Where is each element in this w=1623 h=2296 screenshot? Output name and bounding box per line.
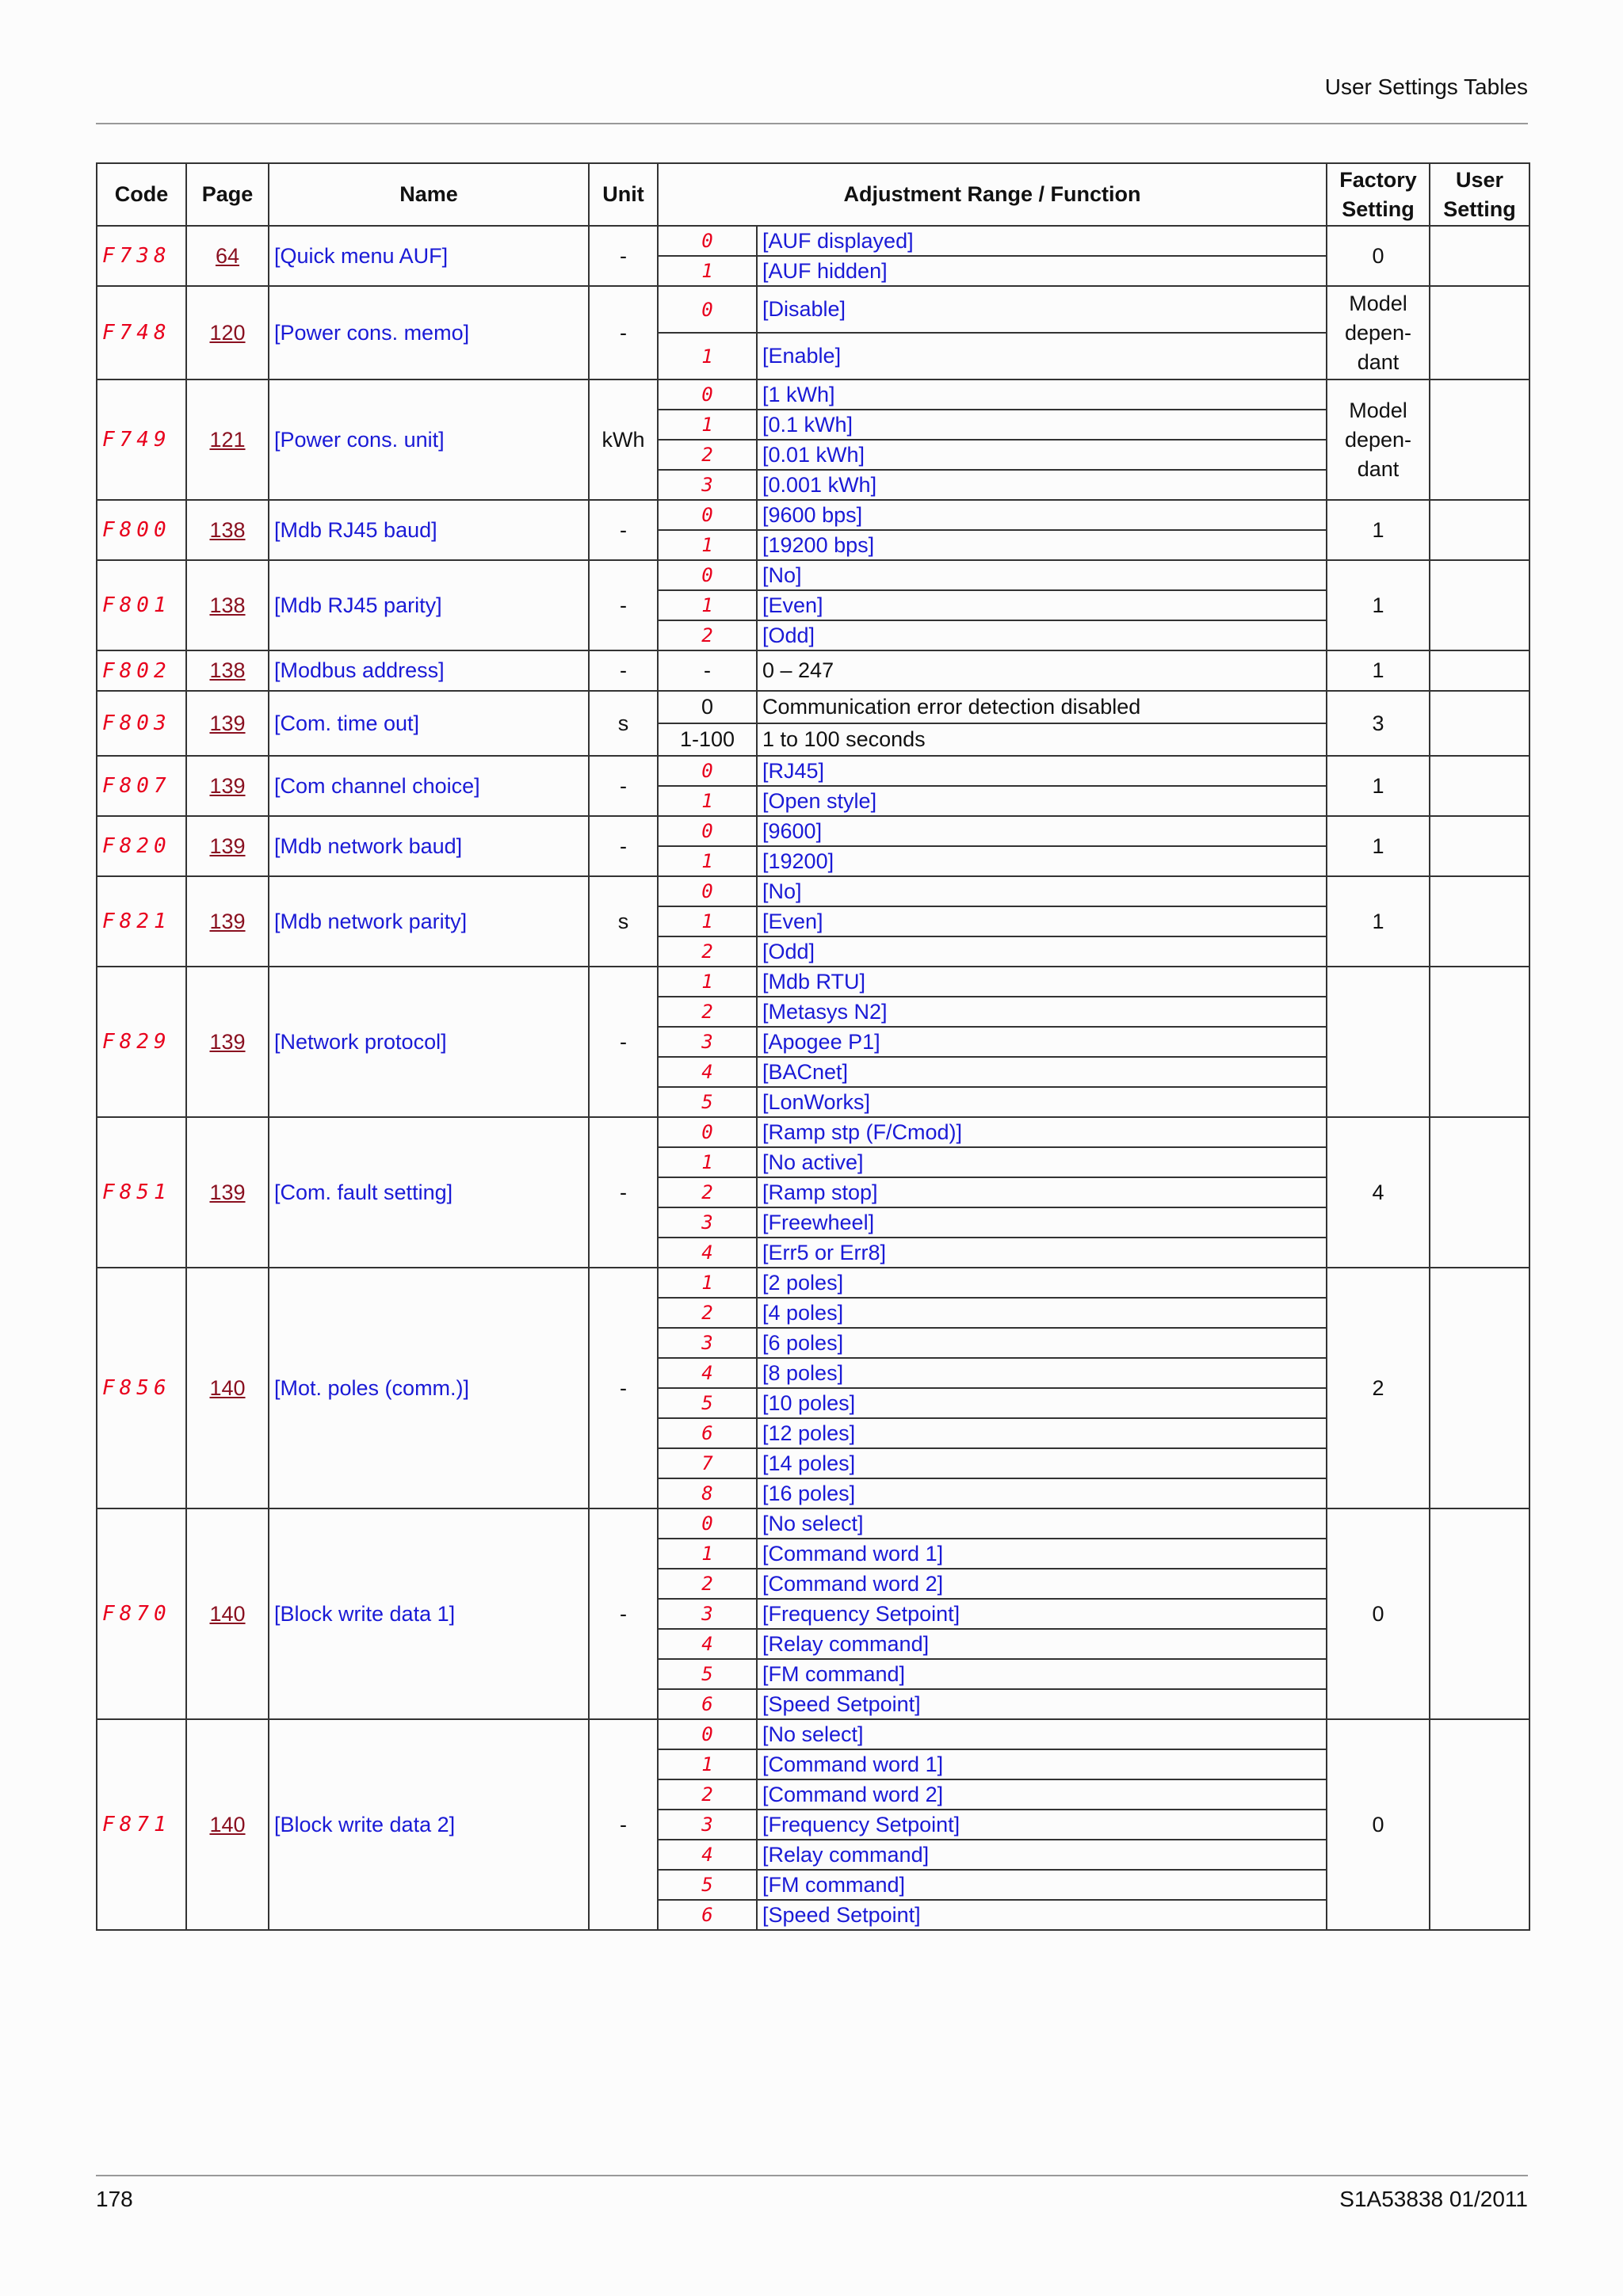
- page-link[interactable]: 139: [186, 967, 269, 1117]
- option-value: 2: [658, 997, 757, 1027]
- option-value: 0: [658, 1117, 757, 1147]
- param-name: [Mot. poles (comm.)]: [269, 1268, 589, 1508]
- page-link[interactable]: 120: [186, 286, 269, 379]
- option-value: 1: [658, 786, 757, 816]
- option-value: 0: [658, 1719, 757, 1749]
- option-value: 1: [658, 846, 757, 876]
- table-body: [97, 226, 1529, 1930]
- option-value: -: [658, 650, 757, 691]
- page-link[interactable]: 139: [186, 756, 269, 816]
- option-label: [6 poles]: [757, 1328, 1327, 1358]
- table-row: [97, 286, 1529, 333]
- factory-setting: [1327, 967, 1430, 1117]
- param-code: F871: [97, 1719, 186, 1930]
- option-value: 0: [658, 500, 757, 530]
- settings-table: [96, 162, 1530, 1931]
- param-name: [Power cons. unit]: [269, 379, 589, 500]
- option-label: [Open style]: [757, 786, 1327, 816]
- option-label: [FM command]: [757, 1870, 1327, 1900]
- param-code: F749: [97, 379, 186, 500]
- param-name: [Com. fault setting]: [269, 1117, 589, 1268]
- page-header-title: User Settings Tables: [1324, 74, 1528, 99]
- option-label: [No select]: [757, 1508, 1327, 1539]
- option-label: 0 – 247: [757, 650, 1327, 691]
- param-code: F870: [97, 1508, 186, 1719]
- user-setting: [1430, 500, 1529, 560]
- option-label: [Odd]: [757, 620, 1327, 650]
- factory-setting: 1: [1327, 876, 1430, 967]
- factory-setting: 3: [1327, 691, 1430, 756]
- param-name: [Modbus address]: [269, 650, 589, 691]
- param-unit: -: [589, 967, 658, 1117]
- option-value: 0: [658, 1508, 757, 1539]
- factory-setting: 4: [1327, 1117, 1430, 1268]
- user-setting: [1430, 560, 1529, 650]
- option-value: 0: [658, 876, 757, 906]
- user-setting: [1430, 1719, 1529, 1930]
- param-unit: -: [589, 756, 658, 816]
- param-unit: -: [589, 1508, 658, 1719]
- table-row: [97, 756, 1529, 786]
- option-label: [BACnet]: [757, 1057, 1327, 1087]
- option-label: [Command word 1]: [757, 1749, 1327, 1779]
- option-label: [FM command]: [757, 1659, 1327, 1689]
- option-label: [16 poles]: [757, 1478, 1327, 1508]
- option-label: [Command word 2]: [757, 1569, 1327, 1599]
- page-link[interactable]: 140: [186, 1719, 269, 1930]
- param-code: F748: [97, 286, 186, 379]
- user-setting: [1430, 1117, 1529, 1268]
- option-label: [19200 bps]: [757, 530, 1327, 560]
- option-value: 1: [658, 410, 757, 440]
- option-value: 4: [658, 1238, 757, 1268]
- option-value: 4: [658, 1057, 757, 1087]
- param-name: [Quick menu AUF]: [269, 226, 589, 286]
- option-value: 1: [658, 906, 757, 936]
- param-code: F803: [97, 691, 186, 756]
- table-row: [97, 1268, 1529, 1298]
- header-adjustment-range: Adjustment Range / Function: [658, 163, 1327, 226]
- param-code: F802: [97, 650, 186, 691]
- factory-setting: 2: [1327, 1268, 1430, 1508]
- option-label: [AUF displayed]: [757, 226, 1327, 256]
- option-label: [Ramp stp (F/Cmod)]: [757, 1117, 1327, 1147]
- table-row: [97, 1508, 1529, 1539]
- option-value: 5: [658, 1870, 757, 1900]
- option-label: [Err5 or Err8]: [757, 1238, 1327, 1268]
- table-row: [97, 226, 1529, 256]
- user-setting: [1430, 876, 1529, 967]
- page-link[interactable]: 139: [186, 816, 269, 876]
- param-code: F820: [97, 816, 186, 876]
- table-row: [97, 650, 1529, 691]
- param-unit: -: [589, 500, 658, 560]
- option-value: 1: [658, 1749, 757, 1779]
- option-value: 7: [658, 1448, 757, 1478]
- option-value: 1: [658, 1147, 757, 1177]
- param-code: F829: [97, 967, 186, 1117]
- option-value: 3: [658, 1328, 757, 1358]
- option-label: [Speed Setpoint]: [757, 1689, 1327, 1719]
- table-header-row: [97, 163, 1529, 226]
- table-row: [97, 876, 1529, 906]
- option-label: [Disable]: [757, 286, 1327, 333]
- option-value: 1: [658, 1268, 757, 1298]
- table-row: [97, 816, 1529, 846]
- param-unit: -: [589, 226, 658, 286]
- option-value: 1: [658, 590, 757, 620]
- table-row: [97, 967, 1529, 997]
- option-label: [9600 bps]: [757, 500, 1327, 530]
- option-label: [0.01 kWh]: [757, 440, 1327, 470]
- option-value: 0: [658, 560, 757, 590]
- option-label: [0.001 kWh]: [757, 470, 1327, 500]
- option-label: [Even]: [757, 906, 1327, 936]
- option-value: 2: [658, 440, 757, 470]
- factory-setting: 1: [1327, 756, 1430, 816]
- option-label: [Frequency Setpoint]: [757, 1810, 1327, 1840]
- option-value: 5: [658, 1087, 757, 1117]
- option-value: 1: [658, 967, 757, 997]
- param-unit: -: [589, 1719, 658, 1930]
- page-link[interactable]: 139: [186, 876, 269, 967]
- user-setting: [1430, 816, 1529, 876]
- page-link[interactable]: 64: [186, 226, 269, 286]
- option-label: [Relay command]: [757, 1629, 1327, 1659]
- option-value: 1-100: [658, 723, 757, 756]
- option-value: 2: [658, 1298, 757, 1328]
- factory-setting: 0: [1327, 1719, 1430, 1930]
- option-value: 3: [658, 1599, 757, 1629]
- option-value: 8: [658, 1478, 757, 1508]
- page-link[interactable]: 138: [186, 500, 269, 560]
- option-value: 2: [658, 1569, 757, 1599]
- param-unit: -: [589, 816, 658, 876]
- option-value: 2: [658, 936, 757, 967]
- user-setting: [1430, 691, 1529, 756]
- page-link[interactable]: 138: [186, 560, 269, 650]
- param-name: [Network protocol]: [269, 967, 589, 1117]
- page-number: 178: [96, 2187, 133, 2211]
- factory-setting: 0: [1327, 226, 1430, 286]
- option-value: 3: [658, 470, 757, 500]
- option-value: 2: [658, 620, 757, 650]
- option-label: [Command word 2]: [757, 1779, 1327, 1810]
- user-setting: [1430, 756, 1529, 816]
- option-value: 6: [658, 1900, 757, 1930]
- table-row: [97, 691, 1529, 723]
- option-label: 1 to 100 seconds: [757, 723, 1327, 756]
- option-label: [AUF hidden]: [757, 256, 1327, 286]
- param-name: [Mdb network parity]: [269, 876, 589, 967]
- option-label: [Odd]: [757, 936, 1327, 967]
- option-label: [Command word 1]: [757, 1539, 1327, 1569]
- header-factory-setting: Factory Setting: [1327, 163, 1430, 226]
- option-value: 2: [658, 1177, 757, 1207]
- param-code: F807: [97, 756, 186, 816]
- page-link[interactable]: 138: [186, 650, 269, 691]
- header-name: Name: [269, 163, 589, 226]
- param-code: F821: [97, 876, 186, 967]
- param-name: [Com channel choice]: [269, 756, 589, 816]
- param-unit: -: [589, 650, 658, 691]
- footer-divider: [96, 2175, 1528, 2176]
- option-label: [Apogee P1]: [757, 1027, 1327, 1057]
- option-value: 3: [658, 1810, 757, 1840]
- factory-setting: 0: [1327, 1508, 1430, 1719]
- param-name: [Block write data 1]: [269, 1508, 589, 1719]
- param-unit: s: [589, 691, 658, 756]
- param-unit: -: [589, 1268, 658, 1508]
- page-link[interactable]: 139: [186, 691, 269, 756]
- user-setting: [1430, 1508, 1529, 1719]
- option-value: 4: [658, 1629, 757, 1659]
- option-label: [1 kWh]: [757, 379, 1327, 410]
- header-code: Code: [97, 163, 186, 226]
- param-name: [Mdb RJ45 parity]: [269, 560, 589, 650]
- user-setting: [1430, 286, 1529, 379]
- option-label: [8 poles]: [757, 1358, 1327, 1388]
- param-code: F856: [97, 1268, 186, 1508]
- user-setting: [1430, 226, 1529, 286]
- option-label: [12 poles]: [757, 1418, 1327, 1448]
- option-label: [Ramp stop]: [757, 1177, 1327, 1207]
- option-label: [Freewheel]: [757, 1207, 1327, 1238]
- option-value: 2: [658, 1779, 757, 1810]
- user-setting: [1430, 1268, 1529, 1508]
- option-label: [19200]: [757, 846, 1327, 876]
- param-name: [Power cons. memo]: [269, 286, 589, 379]
- option-label: [No]: [757, 876, 1327, 906]
- option-label: [Relay command]: [757, 1840, 1327, 1870]
- param-code: F738: [97, 226, 186, 286]
- user-setting: [1430, 967, 1529, 1117]
- option-label: [No]: [757, 560, 1327, 590]
- factory-setting: 1: [1327, 816, 1430, 876]
- table-row: [97, 1719, 1529, 1749]
- param-name: [Block write data 2]: [269, 1719, 589, 1930]
- option-value: 4: [658, 1358, 757, 1388]
- factory-setting: 1: [1327, 560, 1430, 650]
- option-value: 6: [658, 1418, 757, 1448]
- option-value: 1: [658, 530, 757, 560]
- page-link[interactable]: 140: [186, 1508, 269, 1719]
- user-setting: [1430, 379, 1529, 500]
- option-value: 4: [658, 1840, 757, 1870]
- option-label: [RJ45]: [757, 756, 1327, 786]
- option-label: [2 poles]: [757, 1268, 1327, 1298]
- option-label: [Metasys N2]: [757, 997, 1327, 1027]
- header-page: Page: [186, 163, 269, 226]
- param-code: F851: [97, 1117, 186, 1268]
- page-link[interactable]: 139: [186, 1117, 269, 1268]
- param-unit: kWh: [589, 379, 658, 500]
- param-unit: -: [589, 560, 658, 650]
- option-label: [10 poles]: [757, 1388, 1327, 1418]
- factory-setting: 1: [1327, 500, 1430, 560]
- option-label: [Speed Setpoint]: [757, 1900, 1327, 1930]
- table-row: [97, 1117, 1529, 1147]
- param-name: [Com. time out]: [269, 691, 589, 756]
- option-label: [Frequency Setpoint]: [757, 1599, 1327, 1629]
- option-value: 0: [658, 756, 757, 786]
- option-value: 6: [658, 1689, 757, 1719]
- option-value: 0: [658, 691, 757, 723]
- param-code: F800: [97, 500, 186, 560]
- param-unit: -: [589, 286, 658, 379]
- option-value: 0: [658, 286, 757, 333]
- factory-setting: Model depen-dant: [1327, 286, 1430, 379]
- document-reference: S1A53838 01/2011: [1339, 2187, 1528, 2211]
- header-unit: Unit: [589, 163, 658, 226]
- option-label: Communication error detection disabled: [757, 691, 1327, 723]
- table-row: [97, 379, 1529, 410]
- option-label: [4 poles]: [757, 1298, 1327, 1328]
- table-row: [97, 500, 1529, 530]
- option-value: 1: [658, 333, 757, 379]
- option-label: [Even]: [757, 590, 1327, 620]
- param-name: [Mdb RJ45 baud]: [269, 500, 589, 560]
- header-user-setting: User Setting: [1430, 163, 1529, 226]
- table-row: [97, 560, 1529, 590]
- page-link[interactable]: 140: [186, 1268, 269, 1508]
- option-label: [Enable]: [757, 333, 1327, 379]
- option-value: 3: [658, 1027, 757, 1057]
- option-value: 5: [658, 1388, 757, 1418]
- option-label: [No active]: [757, 1147, 1327, 1177]
- option-value: 0: [658, 226, 757, 256]
- option-label: [No select]: [757, 1719, 1327, 1749]
- option-value: 0: [658, 816, 757, 846]
- option-value: 5: [658, 1659, 757, 1689]
- param-code: F801: [97, 560, 186, 650]
- page-link[interactable]: 121: [186, 379, 269, 500]
- option-label: [LonWorks]: [757, 1087, 1327, 1117]
- option-label: [14 poles]: [757, 1448, 1327, 1478]
- header-divider: [96, 123, 1528, 124]
- option-label: [0.1 kWh]: [757, 410, 1327, 440]
- user-setting: [1430, 650, 1529, 691]
- option-label: [Mdb RTU]: [757, 967, 1327, 997]
- option-value: 3: [658, 1207, 757, 1238]
- option-label: [9600]: [757, 816, 1327, 846]
- factory-setting: 1: [1327, 650, 1430, 691]
- option-value: 0: [658, 379, 757, 410]
- param-unit: s: [589, 876, 658, 967]
- param-name: [Mdb network baud]: [269, 816, 589, 876]
- option-value: 1: [658, 256, 757, 286]
- param-unit: -: [589, 1117, 658, 1268]
- factory-setting: Model depen-dant: [1327, 379, 1430, 500]
- option-value: 1: [658, 1539, 757, 1569]
